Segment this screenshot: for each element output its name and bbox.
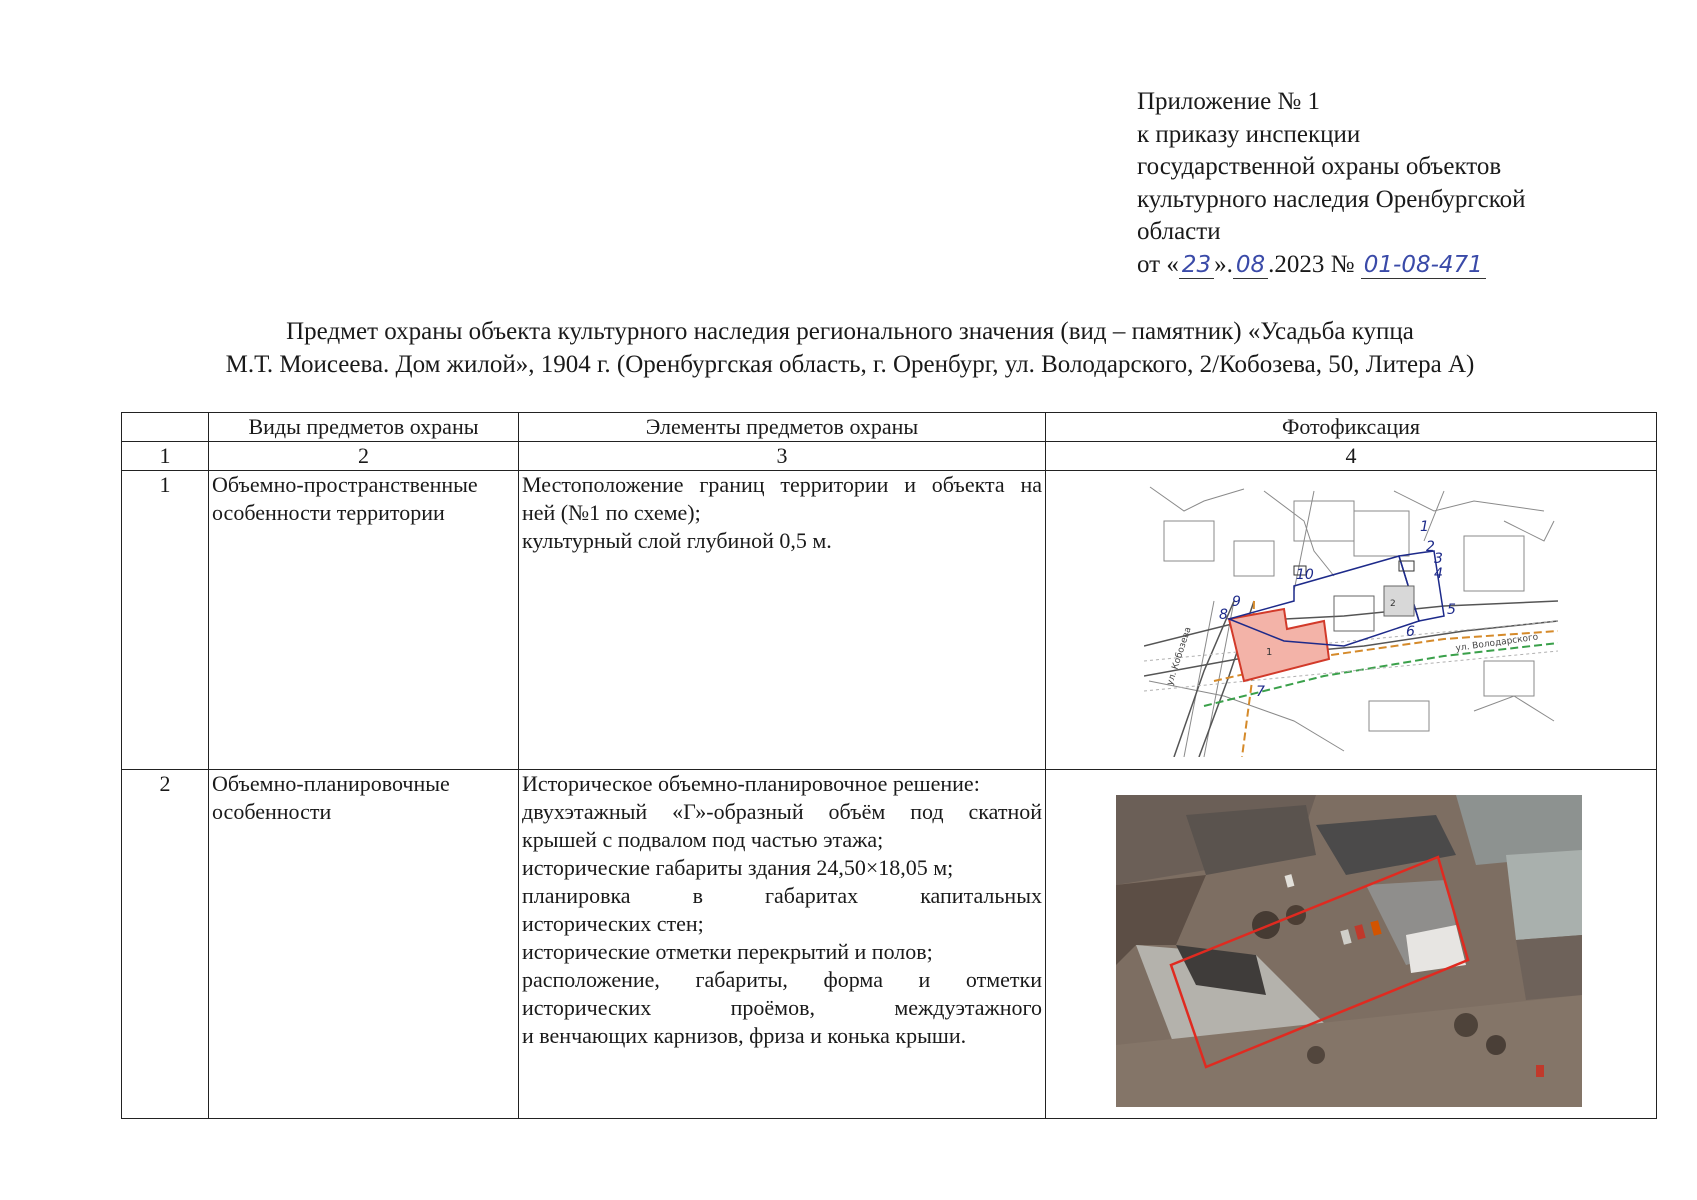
handwritten-day: 23 [1179,252,1214,279]
title-line-1: Предмет охраны объекта культурного наследия регионального значения (вид – памятник) «Усадьба купца [286,318,1414,345]
column-number: 2 [209,442,519,471]
appendix-line: государственной охраны объектов [1137,153,1502,180]
column-number: 4 [1046,442,1657,471]
zone-label: 2 [1390,599,1396,609]
zone-label: 1 [1266,647,1273,658]
document-title [100,315,1600,381]
point-label: 6 [1406,624,1415,640]
protection-elements-cell: Местоположение границ территории и объекта на ней (№1 по схеме); культурный слой глубиной 0,5 м. [519,471,1046,770]
table-row [122,770,1657,1119]
table-header-row [122,413,1657,442]
appendix-line: области [1137,218,1221,245]
street-label: ул. Кобозева [1165,625,1194,687]
header-cell-photos: Фотофиксация [1046,413,1657,442]
header-cell-elements: Элементы предметов охраны [519,413,1046,442]
table-row [122,471,1657,770]
header-cell-index [122,413,209,442]
appendix-title: Приложение № 1 [1137,88,1321,115]
column-number-row [122,442,1657,471]
appendix-header [1137,86,1526,281]
territory-scheme-map [1144,481,1558,757]
point-label: 8 [1219,607,1228,623]
header-cell-types: Виды предметов охраны [209,413,519,442]
street-label: ул. Володарского [1455,632,1539,654]
protection-subject-table [121,412,1657,1119]
title-line-2: М.Т. Моисеева. Дом жилой», 1904 г. (Оренбургская область, г. Оренбург, ул. Володарского, 2/Кобозева, 50, Литера А) [225,351,1475,378]
point-label: 1 [1420,519,1429,535]
column-number: 3 [519,442,1046,471]
photo-cell [1046,770,1657,1119]
appendix-line: к приказу инспекции [1137,120,1361,148]
point-label: 10 [1296,567,1314,583]
aerial-photo [1116,795,1582,1107]
appendix-line: культурного наследия Оренбургской [1137,185,1526,213]
row-number: 2 [122,770,209,1119]
point-label: 4 [1434,566,1443,582]
point-label: 7 [1256,684,1265,700]
point-label: 5 [1447,602,1456,618]
point-label: 9 [1232,594,1241,610]
row-number: 1 [122,471,209,770]
point-label: 2 [1426,539,1435,555]
protection-type-cell: Объемно-пространственные особенности территории [209,471,519,770]
handwritten-month: 08 [1233,252,1268,279]
column-number: 1 [122,442,209,471]
point-label: 3 [1434,551,1443,567]
protection-elements-cell: Историческое объемно-планировочное решение: двухэтажный «Г»-образный объём под скатной крышей с подвалом под частью этажа; исторические габариты здания 24,50×18,05 м; планировка в габаритах капитальных исторических стен; исторические отметки перекрытий и полов; расположение, габариты, форма и отметки исторических проёмов, междуэтажного и венчающих карнизов, фриза и конька крыши. [519,770,1046,1119]
protection-type-cell: Объемно-планировочные особенности [209,770,519,1119]
photo-cell [1046,471,1657,770]
handwritten-order-number: 01-08-471 [1361,252,1486,279]
order-date-line: от « 23 ». 08 .2023 № 01-08-471 [1137,249,1526,282]
